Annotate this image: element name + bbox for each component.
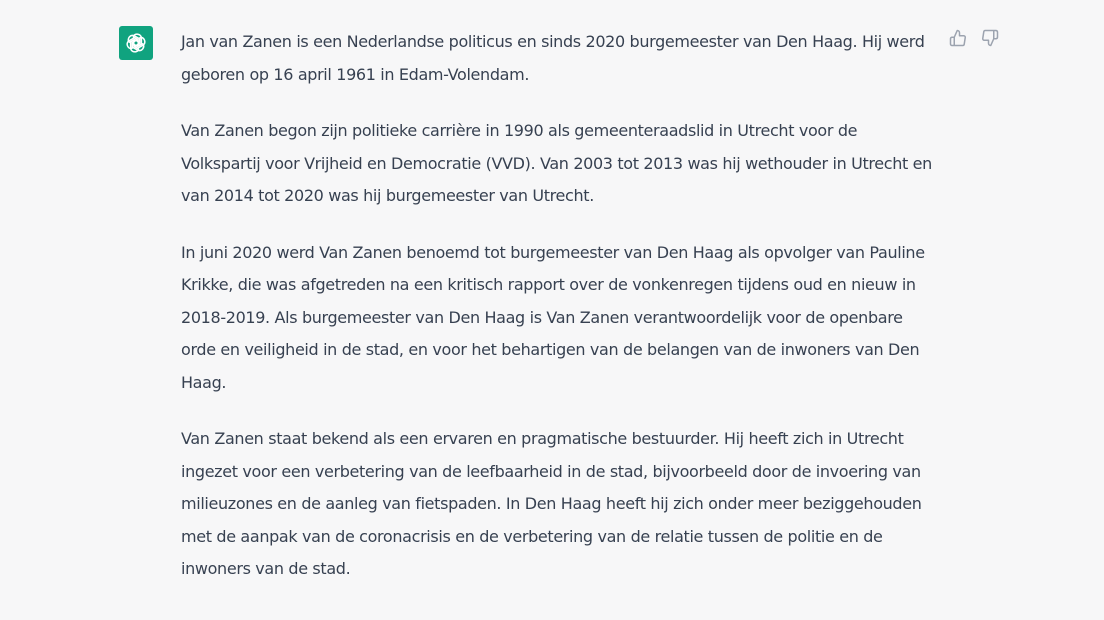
thumbs-down-icon: [981, 29, 999, 47]
message-paragraph: In juni 2020 werd Van Zanen benoemd tot burgemeester van Den Haag als opvolger van Pauline Krikke, die was afgetreden na een kritisch rapport over de vonkenregen tijdens oud en nieuw in 2018-2019. Als burgemeester van Den Haag is Van Zanen verantwoordelijk voor de openbare orde en veiligheid in de stad, en voor het behartigen van de belangen van de inwoners van Den Haag.: [181, 242, 925, 392]
feedback-actions: [948, 28, 1000, 48]
thumbs-up-icon: [949, 29, 967, 47]
message-paragraph: Van Zanen begon zijn politieke carrière in 1990 als gemeenteraadslid in Utrecht voor de Volkspartij voor Vrijheid en Democratie (VVD). Van 2003 tot 2013 was hij wethouder in Utrecht en van 2014 tot 2020 was hij burgemeester van Utrecht.: [181, 121, 932, 205]
message-paragraph: Van Zanen staat bekend als een ervaren en pragmatische bestuurder. Hij heeft zich in Utrecht ingezet voor een verbetering van de leefbaarheid in de stad, bijvoorbeeld door de invoering van milieuzones en de aanleg van fietspaden. In Den Haag heeft hij zich onder meer beziggehouden met de aanpak van de coronacrisis en de verbetering van de relatie tussen de politie en de inwoners van de stad.: [181, 429, 922, 578]
message-content: [181, 26, 941, 610]
message-paragraph: Jan van Zanen is een Nederlandse politicus en sinds 2020 burgemeester van Den Haag. Hij werd geboren op 16 april 1961 in Edam-Volendam.: [181, 32, 925, 84]
openai-logo-icon: [124, 31, 148, 55]
thumbs-down-button[interactable]: [980, 28, 1000, 48]
thumbs-up-button[interactable]: [948, 28, 968, 48]
assistant-avatar: [119, 26, 153, 60]
